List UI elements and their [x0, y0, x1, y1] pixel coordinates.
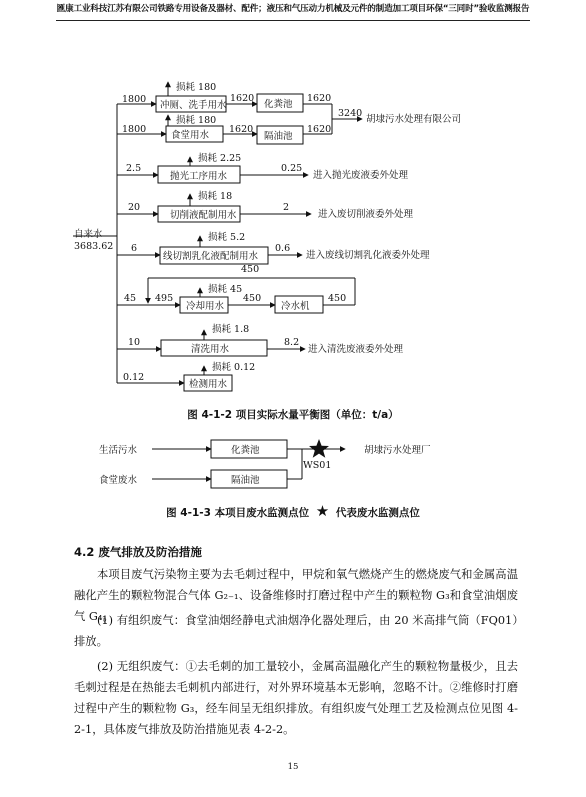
r5-out: 0.6 [275, 243, 291, 254]
r3-out: 0.25 [281, 163, 303, 174]
r2-unit: 食堂用水 [171, 130, 210, 141]
paragraph-2: (1) 有组织废气：食堂油烟经静电式油烟净化器处理后，由 20 米高排气筒（FQ01）排放。 [74, 614, 518, 648]
source-label: 自来水 [74, 229, 103, 240]
r1-out2: 1620 [307, 93, 332, 104]
r4-loss: 损耗 18 [198, 191, 233, 202]
monitor-in1: 生活污水 [99, 445, 138, 456]
r7-in: 10 [128, 337, 141, 348]
merge-dest: 胡埭污水处理有限公司 [366, 114, 462, 125]
r7-dest: 进入清洗废液委外处理 [308, 344, 404, 355]
caption2-legend: 代表废水监测点位 [335, 507, 420, 519]
r6-loop-top: 450 [241, 264, 260, 275]
r1-loss: 损耗 180 [176, 82, 217, 93]
monitor-tank2: 隔油池 [231, 475, 260, 486]
monitor-point: WS01 [303, 460, 332, 471]
r1-tank: 化粪池 [264, 99, 293, 110]
r8-in: 0.12 [123, 372, 145, 383]
r5-loss: 损耗 5.2 [208, 232, 246, 243]
r6-in: 45 [124, 293, 137, 304]
r2-out1: 1620 [229, 124, 254, 135]
source-value: 3683.62 [74, 241, 114, 252]
r1-out1: 1620 [230, 93, 255, 104]
r8-loss: 损耗 0.12 [212, 362, 256, 373]
r7-unit: 清洗用水 [191, 344, 230, 355]
r7-loss: 损耗 1.8 [212, 324, 250, 335]
caption2-star-icon: ★ [315, 502, 330, 520]
page-header: 匯康工业科技江苏有限公司铁路专用设备及器材、配件；液压和气压动力机械及元件的制造加工项目环保“三同时”验收监测报告 [56, 4, 530, 14]
r5-unit: 线切割乳化液配制用水 [163, 251, 259, 262]
r4-unit: 切削液配制用水 [170, 210, 237, 221]
paragraph-1: 本项目废气污染物主要为去毛刺过程中，甲烷和氧气燃烧产生的燃烧废气和金属高温融化产生的颗粒物混合气体 G₂₋₁、设备维修时打磨过程中产生的颗粒物 G₃和食堂油烟废气 G₄。 [74, 568, 518, 623]
ws01-star-icon [309, 439, 329, 458]
figure-caption-2 [0, 502, 586, 520]
monitor-dest: 胡埭污水处理厂 [364, 445, 431, 456]
merge-value: 3240 [338, 108, 363, 119]
r2-in: 1800 [122, 124, 147, 135]
r3-unit: 抛光工序用水 [170, 171, 228, 182]
r2-tank: 隔油池 [264, 131, 293, 142]
r5-in: 6 [131, 243, 138, 254]
r6-back: 450 [328, 293, 347, 304]
r4-out: 2 [283, 202, 290, 213]
r4-in: 20 [128, 202, 141, 213]
monitor-in2: 食堂废水 [99, 475, 138, 486]
r3-loss: 损耗 2.25 [198, 153, 242, 164]
paragraph-3: (2) 无组织废气：①去毛刺的加工量较小，金属高温融化产生的颗粒物量极少，且去毛刺过程是在热能去毛刺机内部进行，对外界环境基本无影响，忽略不计。②维修时打磨过程中产生的颗粒物 G₃，经车间呈无组织排放。有组织废气处理工艺及检测点位见图 4-2-1，具体废气排放及防治措施见表 4-2-2。 [74, 660, 518, 736]
figure-caption-1: 图 4-1-2 项目实际水量平衡图（单位：t/a） [187, 409, 399, 421]
r4-dest: 进入废切削液委外处理 [318, 209, 414, 220]
caption2-text: 图 4-1-3 本项目废水监测点位 [166, 507, 310, 519]
r6-chiller: 冷水机 [281, 301, 310, 312]
section-title: 4.2 废气排放及防治措施 [74, 545, 202, 559]
r2-loss: 损耗 180 [176, 115, 217, 126]
page-number: 15 [287, 762, 299, 772]
r7-out: 8.2 [284, 337, 300, 348]
r6-loss: 损耗 45 [208, 284, 243, 295]
r8-unit: 检测用水 [189, 379, 228, 390]
r1-in: 1800 [122, 94, 147, 105]
r1-unit: 冲厕、洗手用水 [160, 100, 227, 111]
r6-unit: 冷却用水 [186, 301, 225, 312]
r5-dest: 进入废线切割乳化液委外处理 [306, 250, 430, 261]
r2-out2: 1620 [307, 124, 332, 135]
r6-recycle: 495 [155, 293, 174, 304]
r6-mid: 450 [243, 293, 262, 304]
r3-dest: 进入抛光废液委外处理 [313, 170, 409, 181]
monitor-tank1: 化粪池 [231, 445, 260, 456]
r3-in: 2.5 [126, 163, 142, 174]
